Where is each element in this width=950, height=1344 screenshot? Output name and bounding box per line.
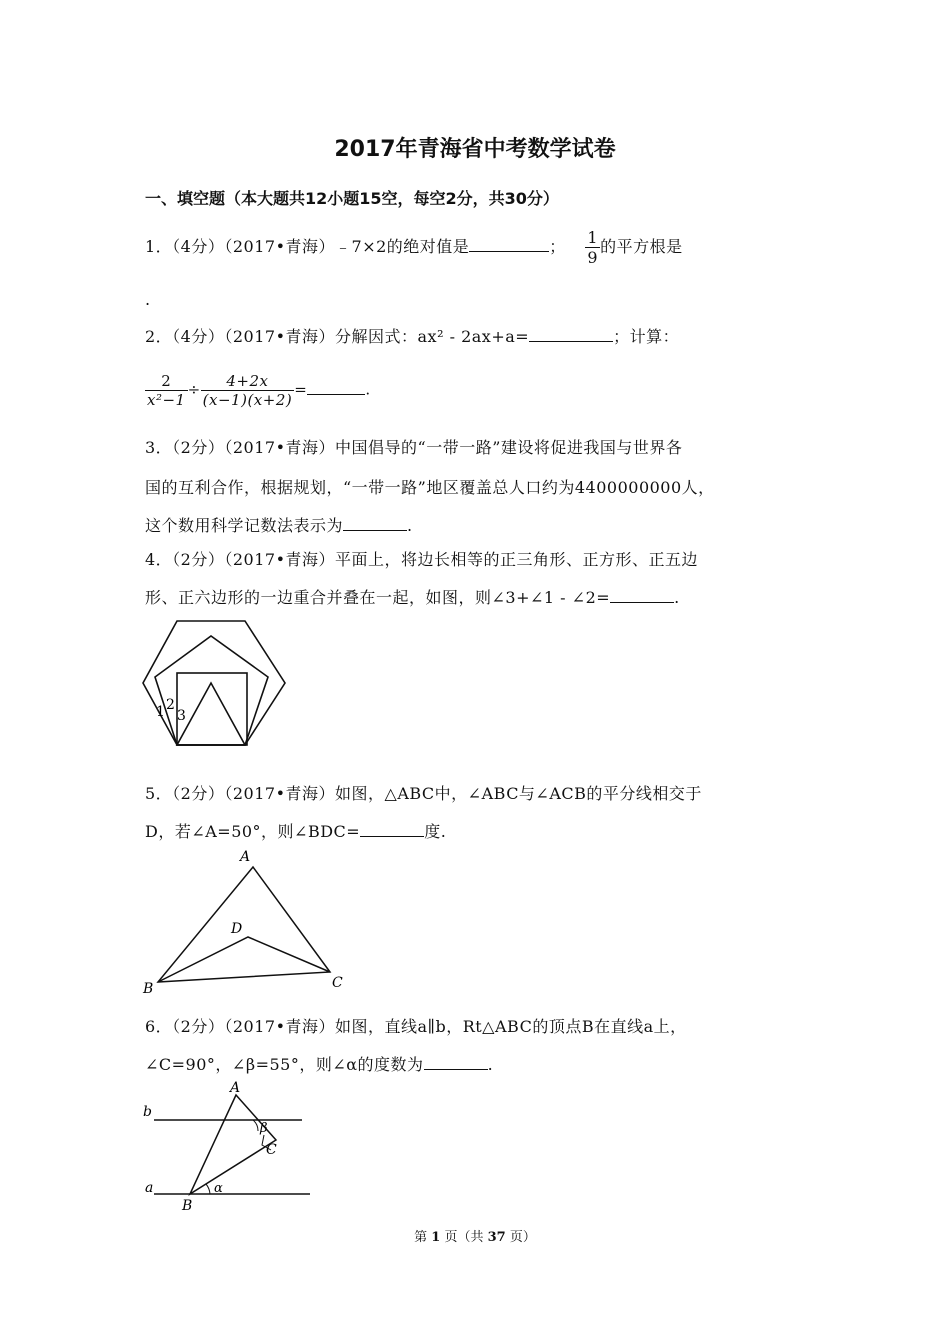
q5-blank [360, 836, 424, 837]
q3-line-2: 国的互利合作，根据规划，“一带一路”地区覆盖总人口约为4400000000人， [145, 478, 715, 497]
q2-prefix: 2．（4分）（2017•青海）分解因式：ax² - 2ax+a= [145, 327, 530, 346]
q3-blank [343, 530, 407, 531]
q5-label-a: A [240, 849, 251, 865]
q6-line-2 [145, 1052, 493, 1075]
q2-f1-den: x²−1 [147, 391, 186, 409]
q4-label-1: 1 [156, 704, 165, 720]
q6-line-1: 6．（2分）（2017•青海）如图，直线a∥b，Rt△ABC的顶点B在直线a上， [145, 1017, 687, 1036]
q5-end: 度. [424, 822, 447, 841]
q6-figure [140, 1080, 330, 1215]
triangle [177, 683, 245, 745]
question-1 [145, 228, 683, 267]
q6-label-b: B [182, 1198, 193, 1214]
q3-text: 这个数用科学记数法表示为 [145, 516, 344, 535]
triangle-abc [190, 1095, 276, 1194]
q4-end: . [674, 588, 680, 607]
q6-label-line-b: b [143, 1104, 152, 1120]
q6-label-beta: β [260, 1121, 268, 1136]
triangle-abc [158, 867, 330, 982]
q4-label-3: 3 [177, 708, 186, 724]
q5-line-1: 5．（2分）（2017•青海）如图，△ABC中，∠ABC与∠ACB的平分线相交于 [145, 784, 702, 803]
q2-blank-2 [307, 394, 365, 395]
q4-figure [140, 615, 300, 755]
beta-arc [253, 1120, 258, 1131]
footer-total: 37 [487, 1230, 506, 1245]
q6-label-a: A [230, 1080, 241, 1096]
footer-pre: 第 [414, 1230, 428, 1245]
q1-sep: ； [549, 237, 566, 256]
q5-figure [140, 847, 360, 997]
footer-post: 页） [509, 1230, 536, 1245]
section-heading: 一、填空题（本大题共12小题15空，每空2分，共30分） [145, 189, 559, 208]
q5-label-d: D [231, 921, 243, 937]
page-title: 2017年青海省中考数学试卷 [334, 137, 616, 162]
q2-eq: = [294, 380, 308, 399]
q2-f2-num: 4+2x [201, 372, 295, 391]
q2-end: . [365, 380, 371, 399]
q2-fraction-2 [201, 372, 295, 409]
q2-div: ÷ [187, 380, 201, 399]
q6-end: . [487, 1055, 494, 1074]
q4-line-2 [145, 585, 680, 608]
q2-f1-num: 2 [145, 372, 188, 391]
pentagon [155, 636, 268, 745]
footer-page: 1 [431, 1230, 441, 1245]
q1-fraction [585, 228, 600, 267]
q2-fraction-1 [145, 372, 188, 409]
q4-blank [610, 602, 674, 603]
q4-label-2: 2 [166, 697, 175, 713]
q3-line-1: 3．（2分）（2017•青海）中国倡导的“一带一路”建设将促进我国与世界各 [145, 438, 683, 457]
q1-suffix: 的平方根是 [600, 237, 683, 256]
q6-text: ∠C=90°，∠β=55°，则∠α的度数为 [145, 1055, 424, 1074]
q3-end: . [407, 516, 413, 535]
q6-label-c: C [266, 1142, 277, 1158]
alpha-arc [206, 1184, 210, 1194]
q6-blank [424, 1069, 488, 1070]
q5-label-b: B [143, 981, 154, 997]
hexagon [143, 621, 285, 745]
q4-line-1: 4．（2分）（2017•青海）平面上，将边长相等的正三角形、正方形、正五边 [145, 550, 699, 569]
q2-mid: ；计算： [613, 327, 680, 346]
q1-blank-1 [469, 251, 549, 252]
q2-f2-den: (x−1)(x+2) [202, 391, 293, 409]
page-footer [0, 1226, 950, 1245]
q1-frac-den: 9 [587, 248, 599, 267]
q4-text: 形、正六边形的一边重合并叠在一起，如图，则∠3+∠1 - ∠2= [145, 588, 611, 607]
bisectors [158, 937, 330, 982]
q2-blank-1 [529, 341, 613, 342]
q5-text: D，若∠A=50°，则∠BDC= [145, 822, 361, 841]
q1-end: . [145, 290, 151, 309]
q5-line-2 [145, 819, 446, 842]
footer-mid: 页（共 [444, 1230, 484, 1245]
q6-label-line-a: a [145, 1180, 154, 1196]
question-2 [145, 324, 679, 347]
q1-frac-num: 1 [587, 228, 599, 247]
q6-label-alpha: α [214, 1181, 223, 1196]
q1-prefix: 1．（4分）（2017•青海）﹣7×2的绝对值是 [145, 237, 470, 256]
q2-expression [145, 372, 371, 409]
q5-label-c: C [332, 975, 343, 991]
q3-line-3 [145, 513, 413, 536]
